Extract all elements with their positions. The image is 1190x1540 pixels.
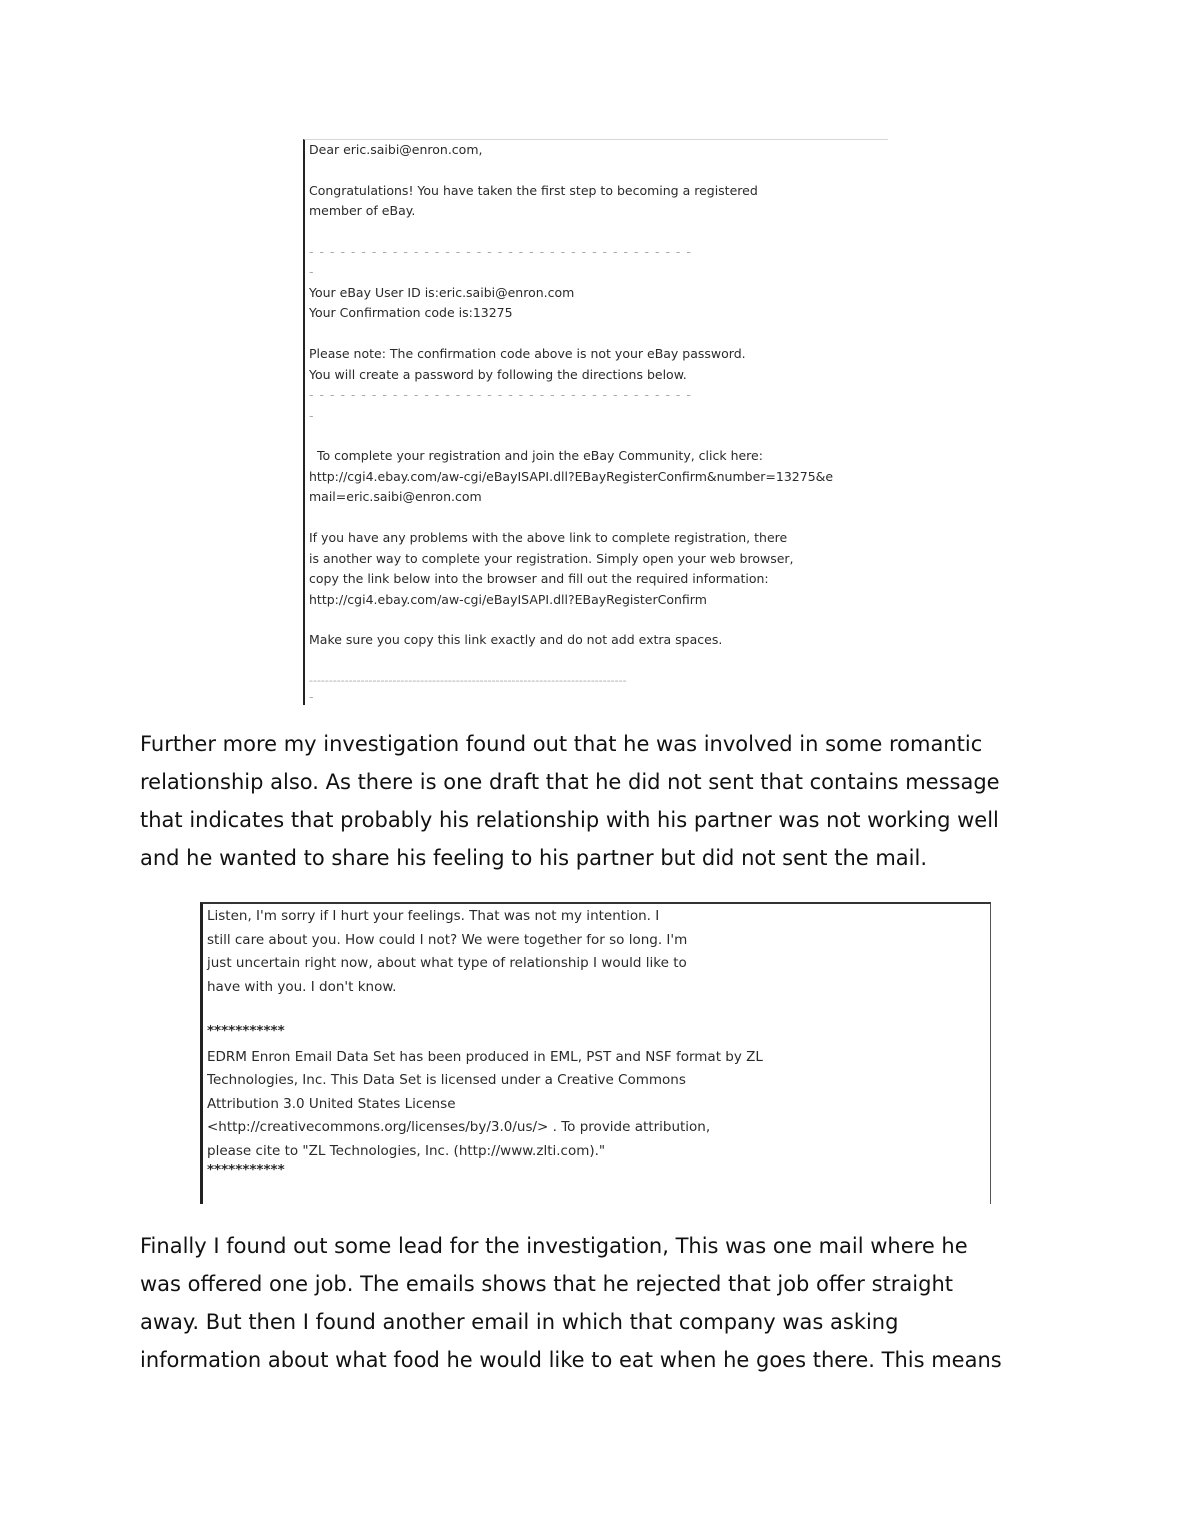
email-line: Dear eric.saibi@enron.com, (309, 142, 483, 157)
draft-email-screenshot (200, 902, 991, 1204)
draft-line: EDRM Enron Email Data Set has been produced in EML, PST and NSF format by ZL (207, 1049, 763, 1065)
email-line: Make sure you copy this link exactly and do not add extra spaces. (309, 632, 723, 647)
email-divider: - - - - - - - - - - - - - - - - - - - - - - - - - - - - - - - - - - - - - (309, 244, 692, 259)
draft-line: Technologies, Inc. This Data Set is licensed under a Creative Commons (207, 1072, 686, 1088)
email-link: http://cgi4.ebay.com/aw-cgi/eBayISAPI.dll?EBayRegisterConfirm (309, 592, 707, 607)
paragraph-line: relationship also. As there is one draft that he did not sent that contains message (140, 770, 1000, 794)
email-line: copy the link below into the browser and fill out the required information: (309, 571, 769, 586)
email-line: You will create a password by following the directions below. (309, 367, 687, 382)
email-line: is another way to complete your registration. Simply open your web browser, (309, 551, 794, 566)
email-line: Your Confirmation code is:13275 (309, 305, 513, 320)
paragraph-line: that indicates that probably his relationship with his partner was not working well (140, 808, 999, 832)
ebay-email-screenshot (303, 139, 888, 705)
draft-line: have with you. I don't know. (207, 979, 397, 995)
draft-line: Listen, I'm sorry if I hurt your feelings. That was not my intention. I (207, 908, 660, 924)
draft-line: please cite to "ZL Technologies, Inc. (http://www.zlti.com)." (207, 1143, 606, 1159)
draft-line: <http://creativecommons.org/licenses/by/3.0/us/> . To provide attribution, (207, 1119, 711, 1135)
draft-line: just uncertain right now, about what type of relationship I would like to (207, 955, 687, 971)
draft-line: still care about you. How could I not? We were together for so long. I'm (207, 932, 688, 948)
paragraph-line: away. But then I found another email in which that company was asking (140, 1310, 899, 1334)
email-line: If you have any problems with the above link to complete registration, there (309, 530, 788, 545)
email-link: mail=eric.saibi@enron.com (309, 489, 482, 504)
email-divider: - (309, 408, 315, 423)
email-divider: - - - - - - - - - - - - - - - - - - - - - - - - - - - - - - - - - - - - - (309, 387, 692, 402)
email-divider: - (309, 689, 315, 704)
paragraph-line: and he wanted to share his feeling to his partner but did not sent the mail. (140, 846, 928, 870)
paragraph-line: was offered one job. The emails shows that he rejected that job offer straight (140, 1272, 953, 1296)
body-paragraph-job-lead (140, 1227, 1060, 1379)
draft-line: Attribution 3.0 United States License (207, 1096, 456, 1112)
email-divider: - (309, 264, 315, 279)
body-paragraph-romantic (140, 725, 1060, 877)
email-line: Please note: The confirmation code above is not your eBay password. (309, 346, 746, 361)
email-line: Congratulations! You have taken the first step to becoming a registered (309, 183, 758, 198)
email-line: Your eBay User ID is:eric.saibi@enron.com (309, 285, 575, 300)
email-link: http://cgi4.ebay.com/aw-cgi/eBayISAPI.dll?EBayRegisterConfirm&number=13275&e (309, 469, 834, 484)
email-line: To complete your registration and join the eBay Community, click here: (309, 448, 763, 463)
paragraph-line: Further more my investigation found out that he was involved in some romantic (140, 732, 983, 756)
draft-separator: *********** (207, 1162, 285, 1178)
paragraph-line: Finally I found out some lead for the investigation, This was one mail where he (140, 1234, 968, 1258)
paragraph-line: information about what food he would like to eat when he goes there. This means (140, 1348, 1002, 1372)
draft-separator: *********** (207, 1023, 285, 1039)
email-line: member of eBay. (309, 203, 416, 218)
email-divider: -------------------------------------------------------------------------------- (309, 674, 627, 687)
